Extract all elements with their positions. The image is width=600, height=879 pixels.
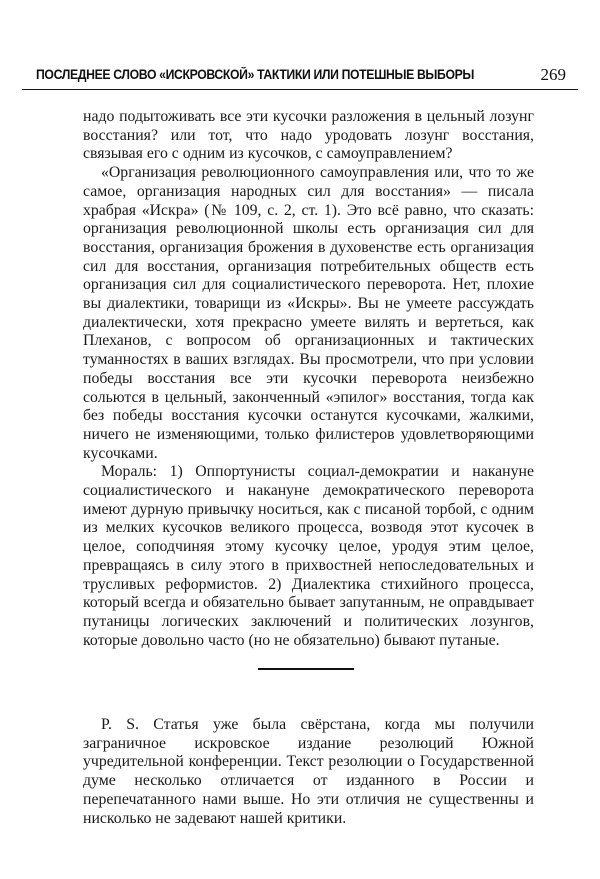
postscript-paragraph: P. S. Статья уже была свёрстана, когда мы получили заграничное искровское издание резолюций Южной учредительной конференции. Текст резолюции о Государственной думе несколько отличается от изданного в России и перепечатанного нами выше. Но эти отличия не существенны и нисколько не задевают нашей критики. xyxy=(83,716,534,827)
running-header xyxy=(22,62,578,90)
paragraph-moral: Мораль: 1) Оппортунисты социал-демократии и накануне социалистического и накануне демократического переворота имеют дурную привычку носиться, как с писаной торбой, с одним из мелких кусочков великого процесса, возводя этот кусочек в целое, соподчиняя этому кусочку целое, уродуя этим целое, превращаясь в силу этого в прихвостней непоследовательных и трусливых реформистов. 2) Диалектика стихийного процесса, который всегда и обязательно бывает запутанным, не оправдывает путаницы логических заключений и политических лозунгов, которые довольно часто (но не обязательно) бывают путаные. xyxy=(83,463,534,649)
section-separator xyxy=(258,668,354,670)
postscript xyxy=(83,716,534,828)
paragraph-iskra-quote: «Организация революционного самоуправления или, что то же самое, организация народных сил для восстания» — писала храбрая «Искра» (№ 109, с. 2, ст. 1). Это всё равно, что сказать: организация революционной школы есть организация сил для восстания, организация брожения в духовенстве есть организация сил для восстания, организация потребительных обществ есть организация сил для социалистического переворота. Нет, плохие вы диалектики, товарищи из «Искры». Вы не умеете рассуждать диалектически, хотя прекрасно умеете вилять и вертеться, как Плеханов, с вопросом об организационных и тактических туманностях в ваших взглядах. Вы просмотрели, что при условии победы восстания все эти кусочки переворота неизбежно сольются в цельный, законченный «эпилог» восстания, тогда как без победы восстания кусочки останутся кусочками, жалкими, ничего не изменяющими, только филистеров удовлетворяющими кусочками. xyxy=(83,164,534,462)
main-text xyxy=(83,108,534,650)
page-number: 269 xyxy=(540,65,566,84)
paragraph-continuation: надо подытоживать все эти кусочки разложения в цельный лозунг восстания? или тот, что надо уродовать лозунг восстания, связывая его с одним из кусочков, с самоуправлением? xyxy=(83,108,534,163)
running-title: ПОСЛЕДНЕЕ СЛОВО «ИСКРОВСКОЙ» ТАКТИКИ ИЛИ ПОТЕШНЫЕ ВЫБОРЫ xyxy=(36,67,475,82)
